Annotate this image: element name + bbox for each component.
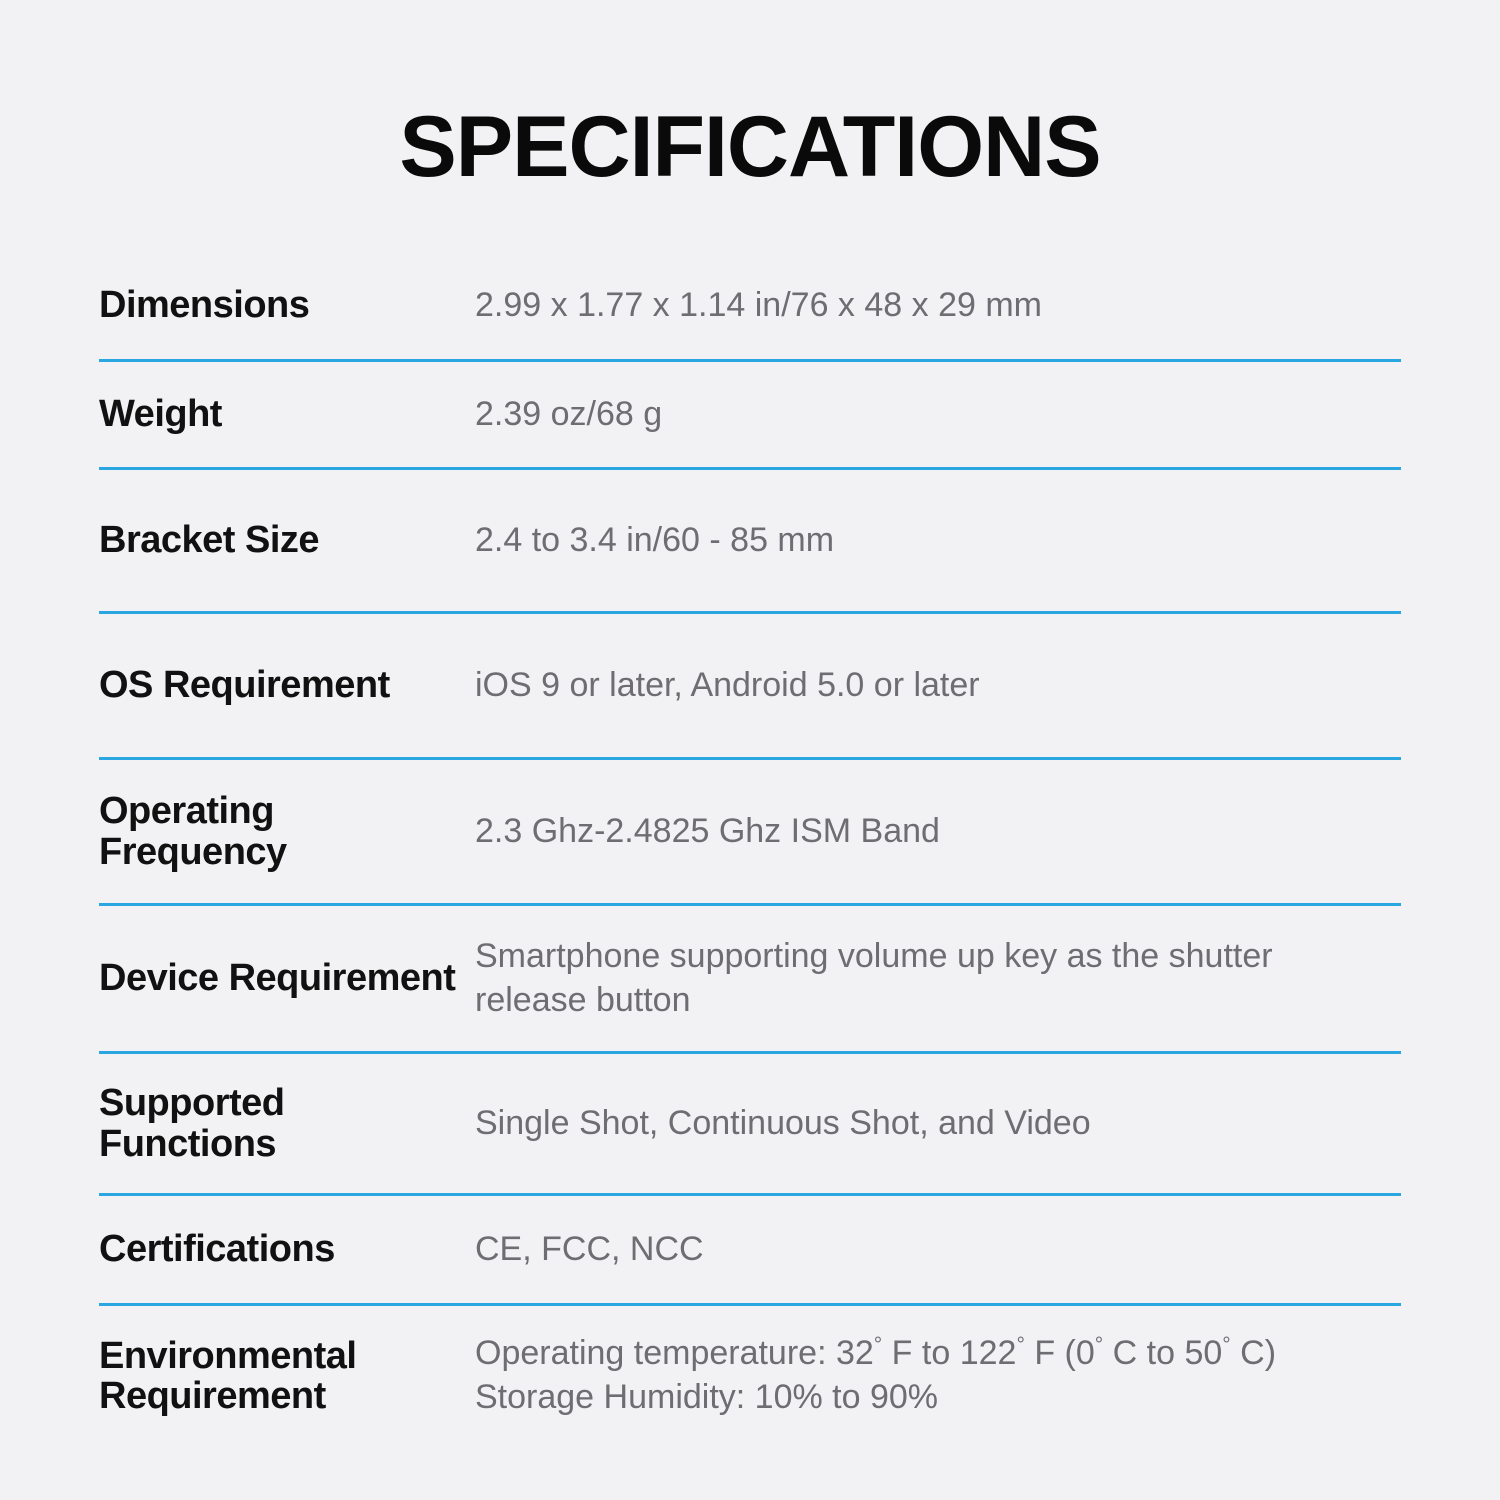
row-value [475,935,1401,1022]
row-label: OS Requirement [99,664,390,707]
table-row [99,614,1401,760]
table-row [99,470,1401,614]
row-label: Operating Frequency [99,790,287,873]
row-label: Bracket Size [99,519,320,562]
table-row [99,760,1401,906]
row-value [475,284,1401,328]
page-title: SPECIFICATIONS [399,99,1101,195]
row-value [475,1228,1401,1272]
row-value [475,1332,1401,1419]
row-value-line-1: Smartphone supporting volume up key as the shutter [475,936,1273,975]
row-value-line-1: 2.99 x 1.77 x 1.14 in/76 x 48 x 29 mm [475,285,1042,324]
row-value-line-1: iOS 9 or later, Android 5.0 or later [475,665,980,704]
row-value [475,1102,1401,1146]
row-value-line-2: release button [475,980,691,1019]
row-value [475,664,1401,708]
row-value-line-1: CE, FCC, NCC [475,1229,704,1268]
row-label: Weight [99,393,222,436]
table-row [99,906,1401,1054]
specifications-table [99,252,1401,1446]
row-value-line-2: Storage Humidity: 10% to 90% [475,1378,939,1416]
table-row [99,1306,1401,1446]
table-row [99,252,1401,362]
row-label: Dimensions [99,284,310,327]
row-label: Certifications [99,1228,335,1271]
row-label: Device Requirement [99,957,456,1000]
row-label: Environmental Requirement [99,1334,357,1417]
table-row [99,1196,1401,1306]
row-value-line-1: Operating temperature: 32° F to 122° F (0° C to 50° C) [475,1334,1277,1373]
row-value-line-1: Single Shot, Continuous Shot, and Video [475,1103,1091,1142]
row-value-line-1: 2.39 oz/68 g [475,394,663,433]
row-label: Supported Functions [99,1082,285,1165]
row-value-line-1: 2.3 Ghz-2.4825 Ghz ISM Band [475,811,940,850]
row-value [475,810,1401,854]
table-row [99,362,1401,470]
row-value [475,393,1401,437]
row-value-line-1: 2.4 to 3.4 in/60 - 85 mm [475,520,835,559]
row-value [475,519,1401,563]
table-row [99,1054,1401,1196]
